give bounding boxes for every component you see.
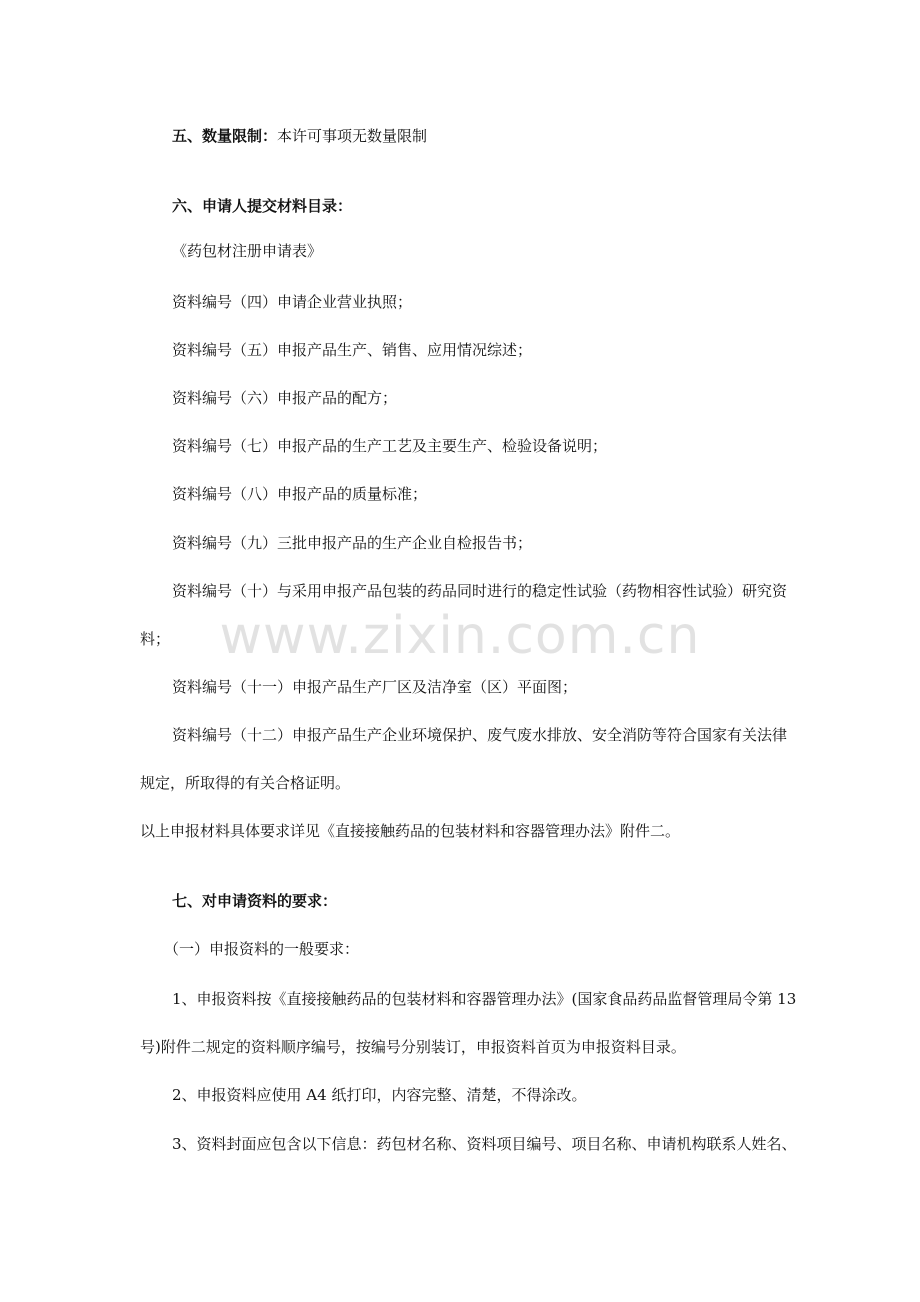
material-item: 资料编号（十）与采用申报产品包装的药品同时进行的稳定性试验（药物相容性试验）研究资 <box>172 582 788 600</box>
section-7-heading: 七、对申请资料的要求： <box>172 892 338 910</box>
section-5-heading: 五、数量限制： <box>172 127 278 145</box>
material-item: 《药包材注册申请表》 <box>172 242 323 260</box>
section-5-text: 本许可事项无数量限制 <box>277 127 428 145</box>
material-item: 资料编号（十二）申报产品生产企业环境保护、废气废水排放、安全消防等符合国家有关法律 <box>172 726 788 744</box>
section-6-heading: 六、申请人提交材料目录： <box>172 197 353 215</box>
section-7-subheading: （一）申报资料的一般要求： <box>164 940 360 958</box>
requirement-paragraph-continuation: 号)附件二规定的资料顺序编号，按编号分别装订，申报资料首页为申报资料目录。 <box>140 1038 686 1056</box>
material-item: 资料编号（八）申报产品的质量标准； <box>172 485 428 503</box>
section-5-paragraph <box>0 126 920 146</box>
material-item-continuation: 料； <box>140 630 171 648</box>
materials-note: 以上申报材料具体要求详见《直接接触药品的包装材料和容器管理办法》附件二。 <box>140 822 681 840</box>
material-item-continuation: 规定，所取得的有关合格证明。 <box>140 774 351 792</box>
material-item: 资料编号（五）申报产品生产、销售、应用情况综述； <box>172 341 533 359</box>
material-item: 资料编号（九）三批申报产品的生产企业自检报告书； <box>172 534 533 552</box>
watermark: www.zixin.com.cn <box>219 606 701 666</box>
requirement-paragraph: 2、申报资料应使用 A4 纸打印，内容完整、清楚，不得涂改。 <box>172 1086 587 1104</box>
requirement-paragraph: 1、申报资料按《直接接触药品的包装材料和容器管理办法》(国家食品药品监督管理局令第 13 <box>172 990 797 1008</box>
material-item: 资料编号（七）申报产品的生产工艺及主要生产、检验设备说明； <box>172 437 608 455</box>
material-item: 资料编号（十一）申报产品生产厂区及洁净室（区）平面图； <box>172 678 578 696</box>
requirement-paragraph: 3、资料封面应包含以下信息：药包材名称、资料项目编号、项目名称、申请机构联系人姓名、 <box>172 1135 797 1153</box>
material-item: 资料编号（四）申请企业营业执照； <box>172 293 413 311</box>
material-item: 资料编号（六）申报产品的配方； <box>172 389 398 407</box>
